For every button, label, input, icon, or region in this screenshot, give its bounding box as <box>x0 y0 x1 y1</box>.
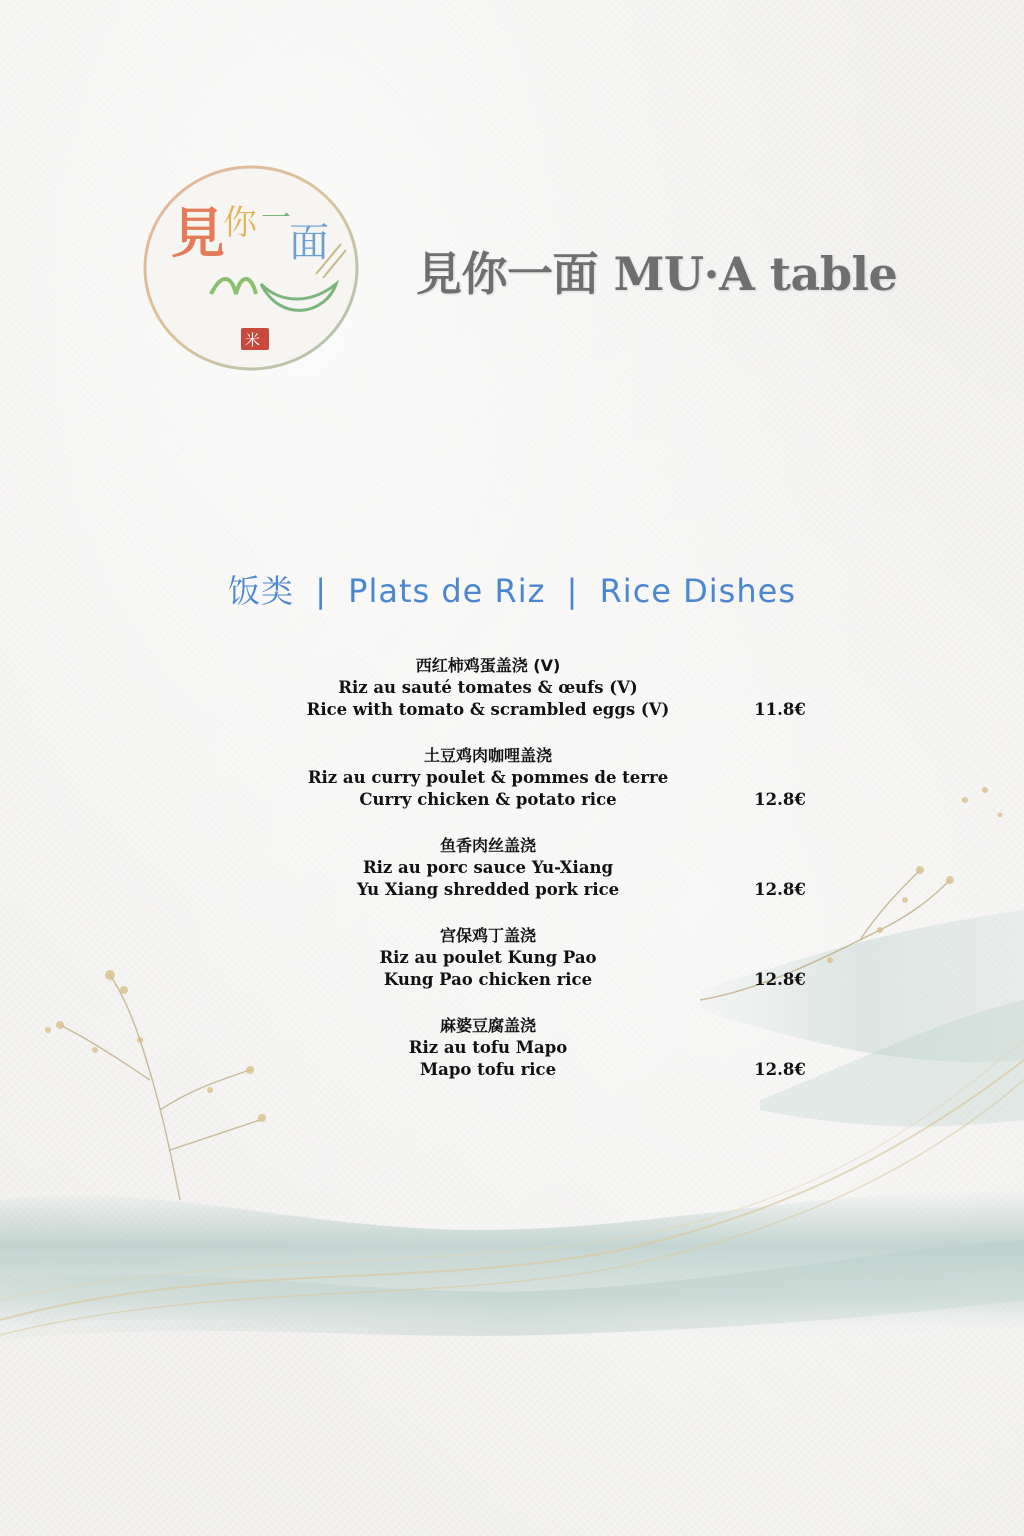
section-title-fr: Plats de Riz <box>348 572 546 610</box>
dish-name-fr: Riz au tofu Mapo <box>408 1038 568 1057</box>
menu-item <box>0 745 1024 825</box>
dish-price: 11.8€ <box>754 700 806 719</box>
dish-name-en: Curry chicken & potato rice <box>359 790 617 809</box>
section-title-zh: 饭类 <box>228 572 295 610</box>
dish-name-fr: Riz au poulet Kung Pao <box>379 948 597 967</box>
dish-name-en: Kung Pao chicken rice <box>383 970 593 989</box>
menu-item <box>0 925 1024 1005</box>
restaurant-name: 見你一面 MU·A table <box>416 247 898 301</box>
dish-price: 12.8€ <box>754 1060 806 1079</box>
svg-text:一: 一 <box>261 201 291 236</box>
dish-name-fr: Riz au porc sauce Yu-Xiang <box>362 858 614 877</box>
dish-name-en: Rice with tomato & scrambled eggs (V) <box>306 700 670 719</box>
svg-text:你: 你 <box>223 203 257 243</box>
svg-text:米: 米 <box>245 331 261 349</box>
dish-name-en: Mapo tofu rice <box>419 1060 557 1079</box>
dish-name-fr: Riz au sauté tomates & œufs (V) <box>338 678 638 697</box>
title-separator: | <box>315 572 327 610</box>
dish-name-zh: 宫保鸡丁盖浇 <box>439 926 536 945</box>
svg-text:見: 見 <box>171 201 225 265</box>
title-separator: | <box>566 572 579 610</box>
dish-price: 12.8€ <box>754 970 806 989</box>
dish-name-zh: 鱼香肉丝盖浇 <box>439 836 536 855</box>
dish-name-zh: 麻婆豆腐盖浇 <box>439 1016 536 1035</box>
menu-item <box>0 655 1024 735</box>
svg-text:面: 面 <box>289 220 329 266</box>
menu-item <box>0 1015 1024 1095</box>
dish-name-zh: 土豆鸡肉咖哩盖浇 <box>423 746 552 765</box>
dish-name-en: Yu Xiang shredded pork rice <box>356 880 620 899</box>
section-title-en: Rice Dishes <box>599 572 796 610</box>
menu-item <box>0 835 1024 915</box>
dish-price: 12.8€ <box>754 790 806 809</box>
restaurant-logo <box>141 164 361 372</box>
dish-price: 12.8€ <box>754 880 806 899</box>
dish-name-fr: Riz au curry poulet & pommes de terre <box>307 768 669 787</box>
section-title <box>0 566 1024 612</box>
dish-name-zh: 西红柿鸡蛋盖浇 (V) <box>415 656 561 675</box>
